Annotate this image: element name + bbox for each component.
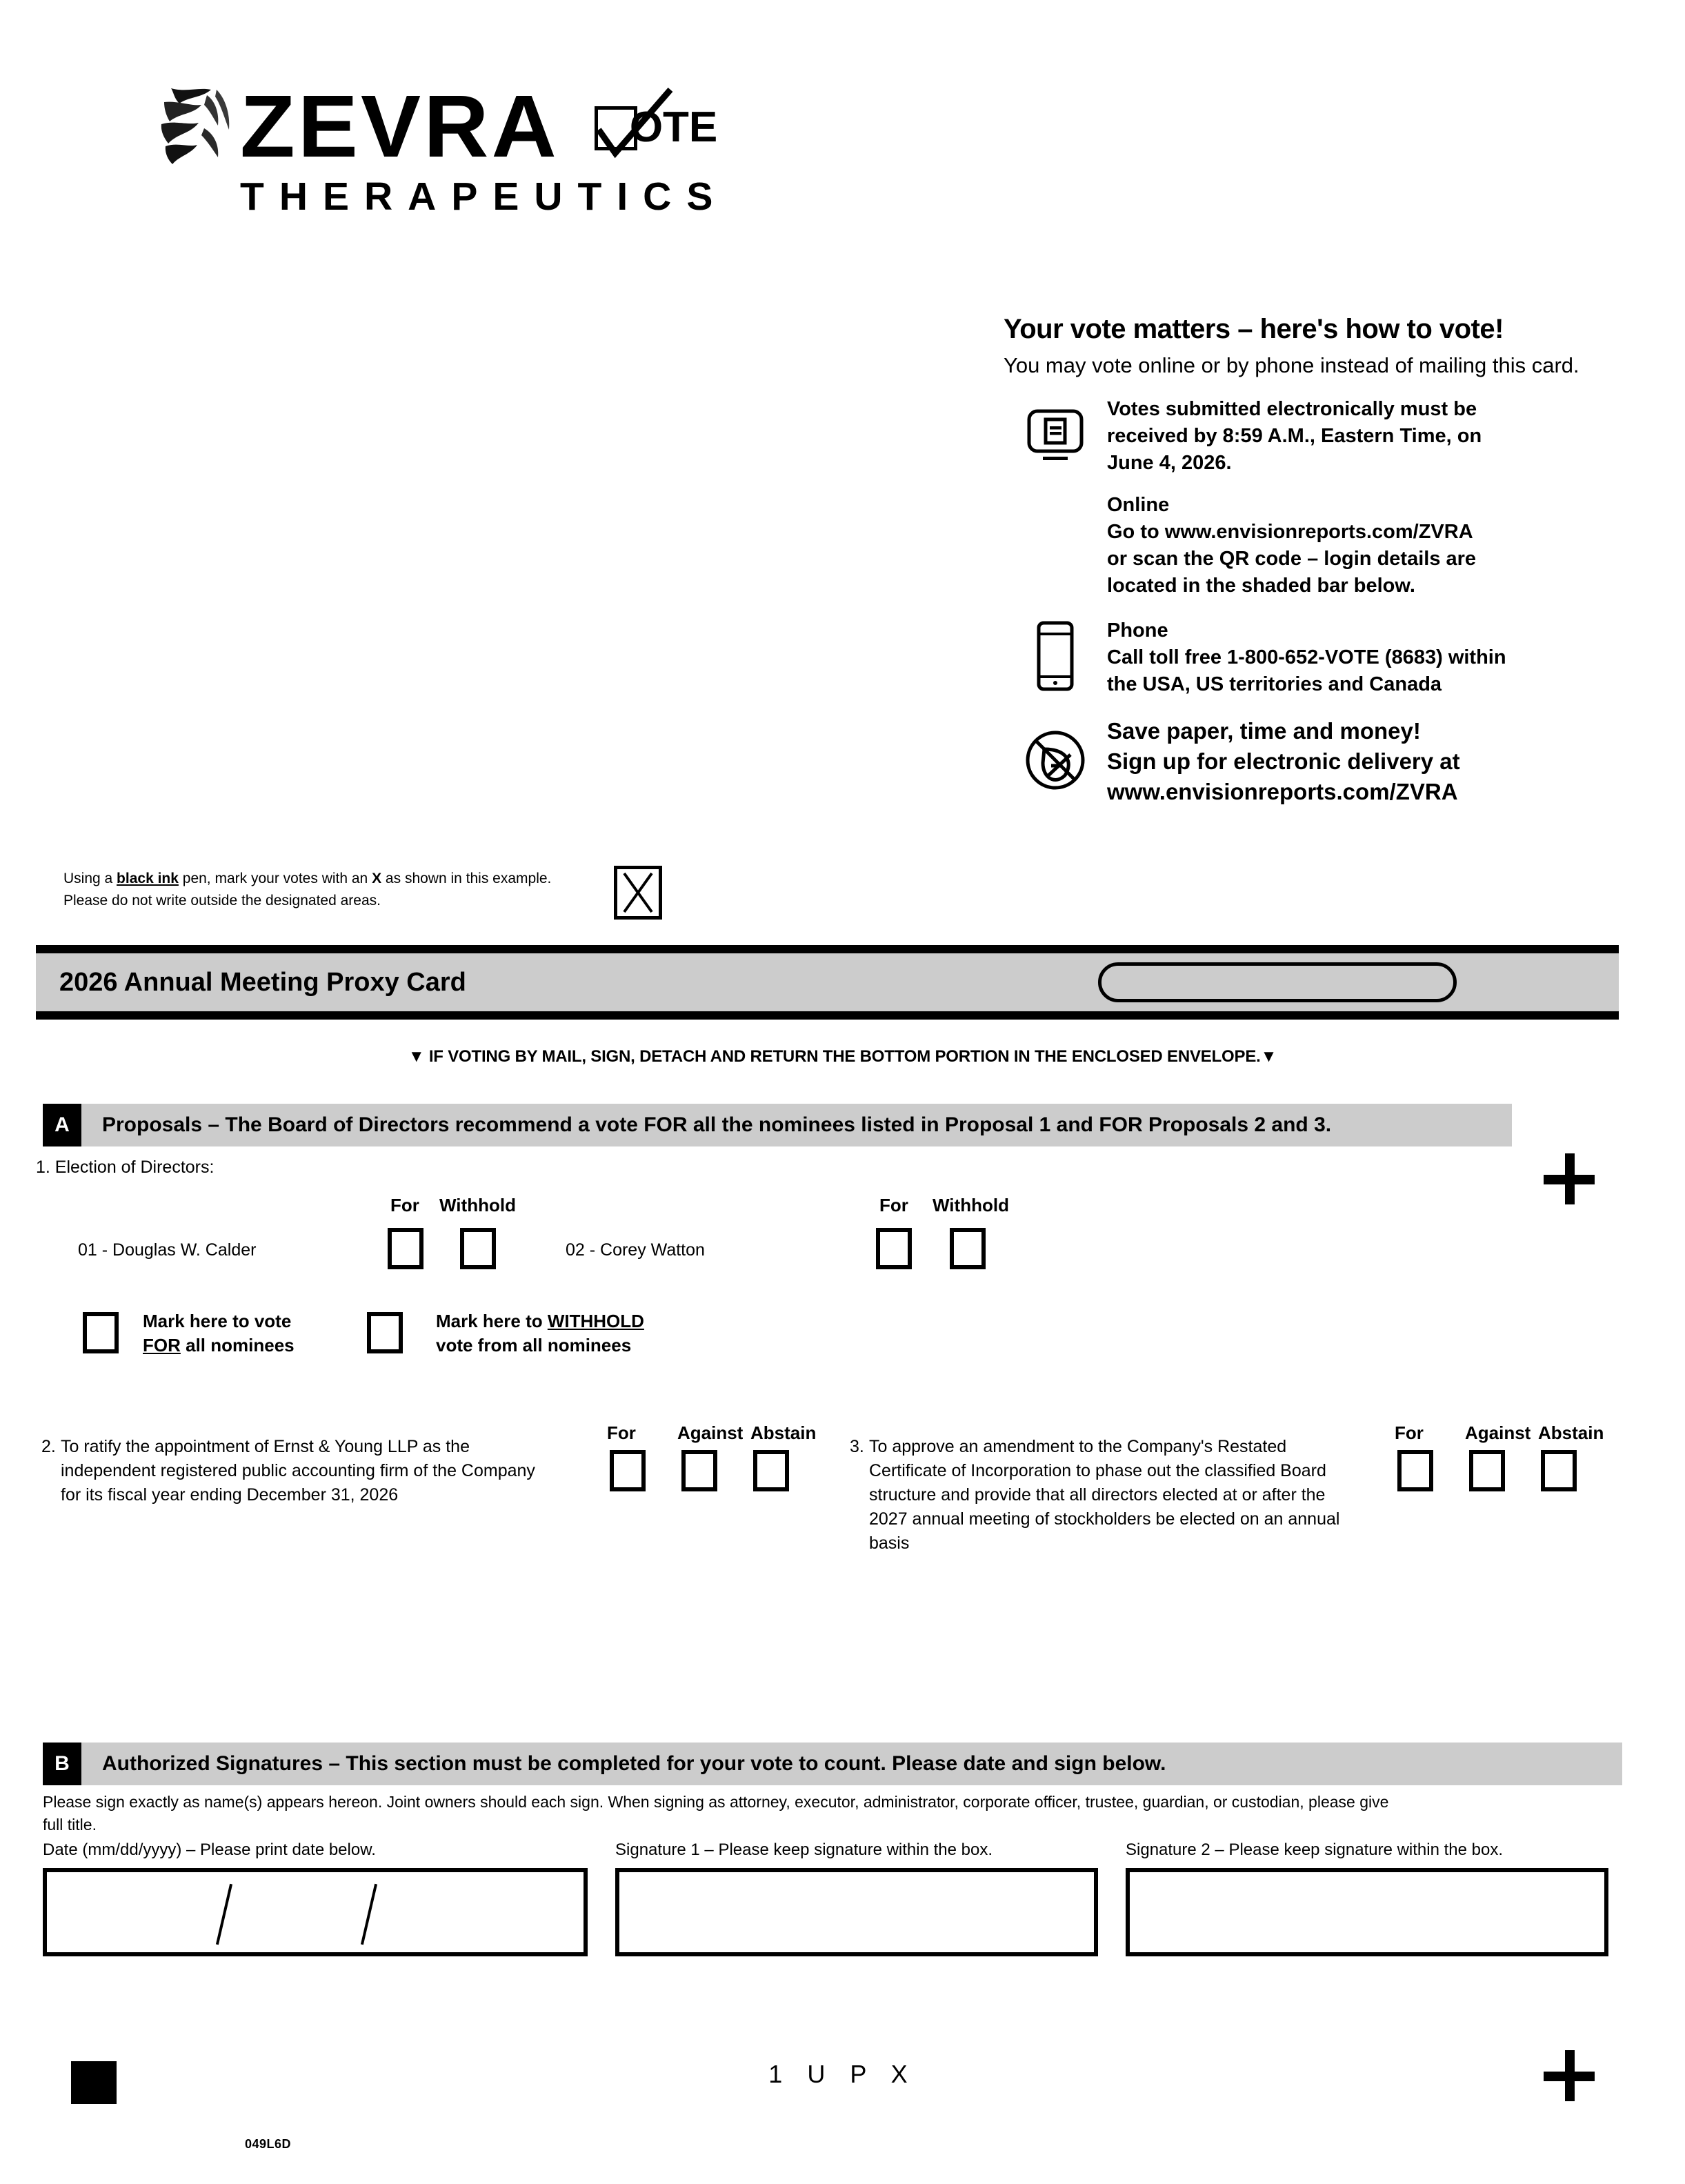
mark-withhold-all-nominees-checkbox[interactable] [367,1312,403,1353]
edelivery-line-1: Save paper, time and money! [1107,718,1421,744]
signature-1-input-box[interactable] [615,1868,1098,1956]
proposal-3-against-checkbox[interactable] [1469,1450,1505,1491]
proposal-3-abstain-checkbox[interactable] [1541,1450,1577,1491]
example-marked-checkbox [614,866,662,920]
electronic-deadline-text [1107,396,1482,477]
date-field-label: Date (mm/dd/yyyy) – Please print date below. [43,1840,376,1859]
control-number-field[interactable] [1098,962,1457,1002]
nominee-2-for-checkbox[interactable] [876,1228,912,1269]
mobile-phone-icon [1004,617,1107,698]
phone-heading: Phone [1107,619,1168,642]
zebra-stripe-icon [159,86,233,168]
nominee-1-for-checkbox[interactable] [388,1228,423,1269]
mark-for-word-for: FOR [143,1335,181,1356]
proposal-3-text [850,1435,1374,1556]
page-title: 2026 Annual Meeting Proxy Card [59,967,466,997]
mark-for-all-nominees-checkbox[interactable] [83,1312,119,1353]
proposal-2-abstain-label: Abstain [750,1422,817,1443]
mark-for-all-nominees-label [143,1309,295,1358]
proposal-3-line-4: 2027 annual meeting of stockholders be elected on an annual [869,1509,1340,1529]
proposal-3-line-1: To approve an amendment to the Company's Restated [869,1437,1287,1456]
ink-text-blackink: black ink [117,871,179,886]
mark-withhold-all-nominees-label [436,1309,644,1358]
form-code-upx: 1 U P X [768,2060,917,2088]
mark-withhold-line-1 [436,1309,644,1333]
signature-1-label: Signature 1 – Please keep signature within the box. [615,1840,993,1859]
phone-line-2: the USA, US territories and Canada [1107,673,1442,695]
logo-tagline: THERAPEUTICS [240,175,728,219]
proposal-3-line-5: basis [869,1533,910,1553]
nominee-2-withhold-checkbox[interactable] [950,1228,986,1269]
signature-instructions-line-1: Please sign exactly as name(s) appears hereon. Joint owners should each sign. When signing as attorney, executor, administrator, corporate officer, trustee, guardian, or custodian, please give [43,1793,1389,1811]
nominee-2-for-label: For [879,1195,908,1215]
electronic-line-1: Votes submitted electronically must be [1107,398,1477,420]
proposal-2-text [41,1435,593,1507]
mark-withhold-line-2: vote from all nominees [436,1335,632,1356]
proposal-3-for-label: For [1395,1422,1424,1443]
ink-text-c: pen, mark your votes with an [178,871,372,886]
mark-for-line-1: Mark here to vote [143,1311,292,1331]
mark-withhold-word: WITHHOLD [547,1311,644,1331]
proposal-3-abstain-label: Abstain [1538,1422,1604,1443]
phone-voting-row [1004,617,1645,698]
proposal-2-number: 2. [41,1437,56,1456]
proposal-2-line-3: for its fiscal year ending December 31, 2026 [61,1485,399,1505]
nominee-1-for-label: For [390,1195,419,1215]
proposal-2-for-label: For [607,1422,636,1443]
signature-instructions-line-2: full title. [43,1816,97,1834]
online-heading: Online [1107,494,1170,516]
proposal-2-against-checkbox[interactable] [681,1450,717,1491]
signature-instructions [43,1791,1626,1836]
vote-instructions-subtitle: You may vote online or by phone instead of mailing this card. [1004,353,1579,377]
proposal-3-line-3: structure and provide that all directors elected at or after the [869,1485,1326,1505]
proposal-3-number: 3. [850,1437,864,1456]
form-code-number: 049L6D [245,2137,292,2151]
section-b-header [43,1743,1622,1785]
proxy-card-titlebar [36,945,1619,1020]
edelivery-row [1004,716,1645,807]
section-a-letter: A [43,1104,81,1146]
ink-text-a: Using a [63,871,117,886]
nominee-1-withhold-label: Withhold [439,1195,516,1215]
nominee-1-name: 01 - Douglas W. Calder [78,1240,257,1260]
online-line-1: Go to www.envisionreports.com/ZVRA [1107,521,1473,543]
nominee-2-withhold-label: Withhold [933,1195,1009,1215]
mark-withhold-pre: Mark here to [436,1311,548,1331]
monitor-icon [1004,396,1107,477]
proposal-3-vote-labels [1395,1422,1604,1444]
online-line-3: located in the shaded bar below. [1107,575,1415,597]
nominee-2-name: 02 - Corey Watton [566,1240,705,1260]
signature-2-label: Signature 2 – Please keep signature within the box. [1126,1840,1504,1859]
proposal-2-body [61,1435,535,1507]
company-logo [159,77,917,219]
proposal-2-vote-labels [607,1422,816,1444]
section-b-letter: B [43,1743,81,1785]
logo-wordmark: ZEVRA [240,77,559,176]
mail-return-note: ▼ IF VOTING BY MAIL, SIGN, DETACH AND RETURN THE BOTTOM PORTION IN THE ENCLOSED ENVELOPE.▼ [408,1047,1277,1066]
x-mark-icon [617,869,659,916]
ink-text-e: as shown in this example. [381,871,552,886]
vote-logo-text: OTE [629,103,718,151]
vote-instructions-title: Your vote matters – here's how to vote! [1004,314,1504,344]
ink-text-x: X [372,871,382,886]
proposal-3-body [869,1435,1339,1556]
phone-line-1: Call toll free 1-800-652-VOTE (8683) within [1107,646,1506,668]
proposal-3-line-2: Certificate of Incorporation to phase out the classified Board [869,1461,1326,1480]
proposal-3-for-checkbox[interactable] [1397,1450,1433,1491]
proposal-2-for-checkbox[interactable] [610,1450,646,1491]
electronic-deadline-row [1004,396,1645,477]
marking-instructions-line-1 [63,868,608,890]
phone-voting-text [1107,617,1506,698]
titlebar-body [36,953,1619,1011]
signature-2-input-box[interactable] [1126,1868,1608,1956]
online-voting-text [1107,492,1476,599]
date-input-box[interactable] [43,1868,588,1956]
proposal-2-checkbox-group [610,1450,789,1491]
registration-cross-bottom-icon [1544,2050,1595,2101]
electronic-line-2: received by 8:59 A.M., Eastern Time, on [1107,425,1482,447]
proposal-2-line-2: independent registered public accounting firm of the Company [61,1461,535,1480]
proposal-1-label: 1. Election of Directors: [36,1158,215,1177]
edelivery-line-3: www.envisionreports.com/ZVRA [1107,779,1458,804]
leaf-no-paper-icon [1004,716,1107,807]
section-a-header [43,1104,1512,1146]
proposal-2-against-label: Against [677,1422,744,1443]
section-a-title: Proposals – The Board of Directors recommend a vote FOR all the nominees listed in Proposal 1 and FOR Proposals 2 and 3. [81,1104,1512,1146]
online-voting-row [1004,492,1645,599]
proposal-2-abstain-checkbox[interactable] [753,1450,789,1491]
proposal-2-line-1: To ratify the appointment of Ernst & Young LLP as the [61,1437,470,1456]
proposal-3-checkbox-group [1397,1450,1577,1491]
voting-instructions [1004,314,1645,813]
online-icon-spacer [1004,492,1107,599]
mark-for-line-2 [143,1333,295,1358]
online-line-2: or scan the QR code – login details are [1107,548,1477,570]
electronic-line-3: June 4, 2026. [1107,452,1232,474]
edelivery-text [1107,716,1460,807]
section-b-title: Authorized Signatures – This section must be completed for your vote to count. Please date and sign below. [81,1743,1622,1785]
proposal-3-against-label: Against [1465,1422,1531,1443]
date-separator-slash-1 [216,1884,232,1945]
titlebar-top-rule [36,945,1619,953]
marking-instructions [63,868,608,912]
date-separator-slash-2 [361,1884,377,1945]
mark-for-rest: all nominees [180,1335,295,1356]
marking-instructions-line-2: Please do not write outside the designated areas. [63,893,381,909]
registration-cross-top-icon [1544,1153,1595,1204]
vote-checkbox-logo [590,86,749,168]
edelivery-line-2: Sign up for electronic delivery at [1107,748,1460,774]
titlebar-bottom-rule [36,1011,1619,1020]
nominee-1-withhold-checkbox[interactable] [460,1228,496,1269]
